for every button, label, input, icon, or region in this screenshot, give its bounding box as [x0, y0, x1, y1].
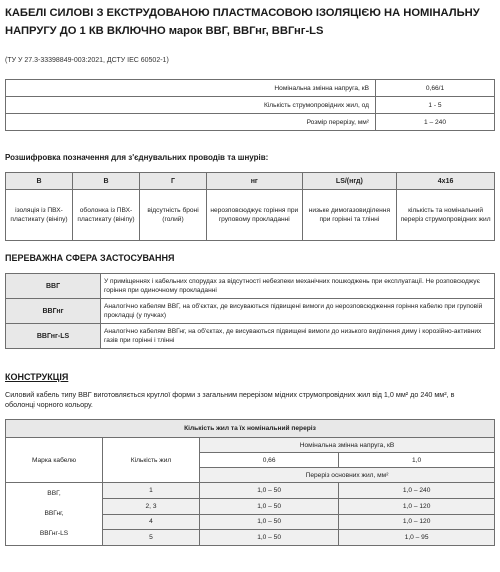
core-count: 4 [103, 514, 200, 530]
voltage-10: 1,0 [339, 453, 495, 468]
decode-heading: Розшифровка позначення для з'єднувальних проводів та шнурів: [5, 153, 269, 162]
core-count: 5 [103, 530, 200, 546]
table-row [6, 299, 495, 324]
section-066: 1,0 – 50 [200, 514, 339, 530]
page-title: КАБЕЛІ СИЛОВІ З ЕКСТРУДОВАНОЮ ПЛАСТМАСОВОЮ ІЗОЛЯЦІЄЮ НА НОМІНАЛЬНУ НАПРУГУ ДО 1 КВ ВКЛЮЧНО марок ВВГ, ВВГнг, ВВГнг-LS [5, 7, 480, 37]
table-row [6, 483, 495, 499]
decode-header: В [73, 173, 140, 190]
cores-table [5, 419, 495, 546]
decode-header: нг [207, 173, 303, 190]
voltage-header: Номінальна змінна напруга, кВ [200, 438, 495, 453]
section-10: 1,0 – 120 [339, 498, 495, 514]
cores-table-title: Кількість жил та їх номінальний переріз [6, 420, 495, 438]
section-10: 1,0 – 95 [339, 530, 495, 546]
param-value: 1 - 5 [376, 97, 495, 114]
usage-text: У приміщеннях і кабельних спорудах за відсутності небезпеки механічних пошкоджень при експлуатації. Не розповсюджує горіння при одиночному прокладанні [101, 274, 495, 299]
decode-cell: відсутність броні (голий) [140, 190, 207, 241]
usage-text: Аналогічно кабелям ВВГнг, на об'єктах, де висуваються підвищені вимоги до низького виділення диму і корозійно-активних газів при горінні і тлінні [101, 324, 495, 349]
parameters-table [5, 79, 495, 131]
table-row [6, 80, 495, 97]
cores-marks-cell [6, 483, 103, 546]
usage-mark: ВВГнг [6, 299, 101, 324]
section-10: 1,0 – 120 [339, 514, 495, 530]
core-count: 2, 3 [103, 498, 200, 514]
table-row [6, 324, 495, 349]
usage-text: Аналогічно кабелям ВВГ, на об'єктах, де висуваються підвищені вимоги до нерозповсюдження горіння кабелю при груповій прокладці (у пучках) [101, 299, 495, 324]
section-header: Переріз основних жил, мм² [200, 468, 495, 483]
decode-cell: нерозповсюджує горіння при груповому прокладанні [207, 190, 303, 241]
param-label: Кількість струмопровідних жил, од [6, 97, 376, 114]
param-value: 1 – 240 [376, 114, 495, 131]
voltage-066: 0,66 [200, 453, 339, 468]
decode-header: Г [140, 173, 207, 190]
decode-cell: низьке димогазовиділення при горінні та тлінні [302, 190, 397, 241]
section-10: 1,0 – 240 [339, 483, 495, 499]
usage-heading: ПЕРЕВАЖНА СФЕРА ЗАСТОСУВАННЯ [5, 253, 175, 263]
param-label: Номінальна змінна напруга, кВ [6, 80, 376, 97]
table-header-row [6, 173, 495, 190]
construction-text: Силовий кабель типу ВВГ виготовляється круглої форми з загальним перерізом мідних струмопровідних жил від 1,0 мм² до 240 мм², в оболонці чорного кольору. [5, 390, 455, 409]
decode-cell: ізоляція із ПВХ-пластикату (вініпу) [6, 190, 73, 241]
section-066: 1,0 – 50 [200, 498, 339, 514]
table-row [6, 190, 495, 241]
core-count: 1 [103, 483, 200, 499]
decode-table [5, 172, 495, 241]
decode-cell: кількість та номінальний переріз струмопровідних жил [397, 190, 495, 241]
construction-heading: КОНСТРУКЦІЯ [5, 372, 69, 382]
mark-label: ВВГ, [47, 490, 61, 497]
table-row [6, 97, 495, 114]
section-066: 1,0 – 50 [200, 530, 339, 546]
usage-mark: ВВГ [6, 274, 101, 299]
standard-reference: (ТУ У 27.3-33398849-003:2021, ДСТУ IEC 60502-1) [5, 57, 169, 64]
section-066: 1,0 – 50 [200, 483, 339, 499]
table-row [6, 274, 495, 299]
mark-label: ВВГнг, [44, 510, 64, 517]
col-count-header: Кількість жил [103, 438, 200, 483]
mark-label: ВВГнг-LS [39, 530, 69, 537]
col-mark-header: Марка кабелю [6, 438, 103, 483]
usage-mark: ВВГнг-LS [6, 324, 101, 349]
decode-cell: оболонка із ПВХ-пластикату (вініпу) [73, 190, 140, 241]
table-row [6, 114, 495, 131]
decode-header: В [6, 173, 73, 190]
decode-header: LS/(нгд) [302, 173, 397, 190]
param-label: Розмір перерізу, мм² [6, 114, 376, 131]
table-header-row [6, 420, 495, 438]
usage-table [5, 273, 495, 349]
decode-header: 4х16 [397, 173, 495, 190]
table-row [6, 438, 495, 453]
param-value: 0,66/1 [376, 80, 495, 97]
